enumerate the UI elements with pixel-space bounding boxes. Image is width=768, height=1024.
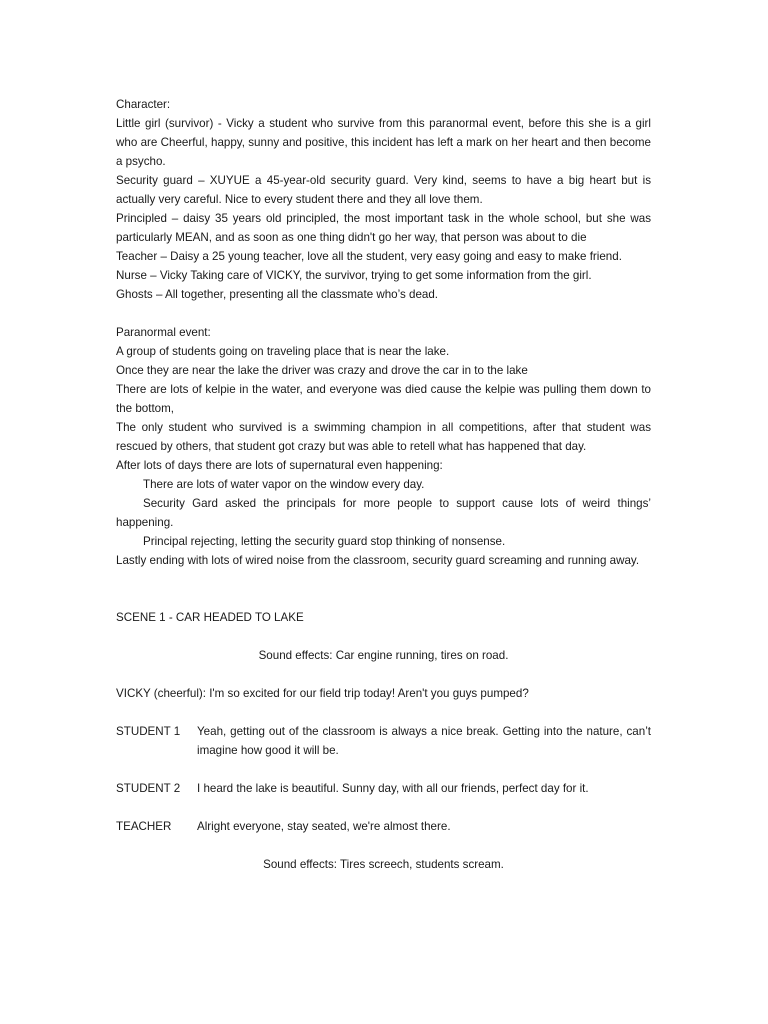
speaker-name: STUDENT 2 xyxy=(116,782,181,795)
event-line: After lots of days there are lots of supernatural even happening: xyxy=(116,459,443,472)
character-entry: Teacher – Daisy a 25 young teacher, love all the student, very easy going and easy to make friend. xyxy=(116,250,622,263)
sound-effect: Sound effects: Car engine running, tires on road. xyxy=(258,649,509,662)
dialogue-row xyxy=(116,722,651,760)
dialogue-text: I heard the lake is beautiful. Sunny day, with all our friends, perfect day for it. xyxy=(197,782,589,795)
event-indented-line: Security Gard asked the principals for more people to support cause lots of weird things’ happening. xyxy=(116,497,651,529)
scene-title: SCENE 1 - CAR HEADED TO LAKE xyxy=(116,611,304,624)
dialogue-vicky: VICKY (cheerful): I'm so excited for our field trip today! Aren't you guys pumped? xyxy=(116,687,529,700)
character-entry: Security guard – XUYUE a 45-year-old security guard. Very kind, seems to have a big heart but is actually very careful. Nice to every student there and they all love them. xyxy=(116,174,651,206)
dialogue-text: Yeah, getting out of the classroom is always a nice break. Getting into the nature, can’t imagine how good it will be. xyxy=(197,725,651,757)
speaker-name: TEACHER xyxy=(116,820,172,833)
event-line: Once they are near the lake the driver was crazy and drove the car in to the lake xyxy=(116,364,528,377)
speaker-name: STUDENT 1 xyxy=(116,725,181,738)
event-indented-line: Principal rejecting, letting the security guard stop thinking of nonsense. xyxy=(143,535,506,548)
event-line: The only student who survived is a swimming champion in all competitions, after that student was rescued by others, that student got crazy but was able to retell what has happened that day. xyxy=(116,421,651,453)
character-entry: Nurse – Vicky Taking care of VICKY, the survivor, trying to get some information from the girl. xyxy=(116,269,592,282)
sound-effect: Sound effects: Tires screech, students scream. xyxy=(263,858,504,871)
dialogue-row xyxy=(116,779,651,798)
character-heading: Character: xyxy=(116,98,171,111)
dialogue-row xyxy=(116,817,651,836)
event-line: A group of students going on traveling place that is near the lake. xyxy=(116,345,450,358)
event-heading: Paranormal event: xyxy=(116,326,211,339)
dialogue-text: Alright everyone, stay seated, we're almost there. xyxy=(197,820,451,833)
event-line: There are lots of kelpie in the water, and everyone was died cause the kelpie was pulling them down to the bottom, xyxy=(116,383,651,415)
script-page xyxy=(116,95,651,874)
character-entry: Principled – daisy 35 years old principled, the most important task in the whole school, but she was particularly MEAN, and as soon as one thing didn't go her way, that person was about to die xyxy=(116,212,651,244)
character-entry: Little girl (survivor) - Vicky a student who survive from this paranormal event, before this she is a girl who are Cheerful, happy, sunny and positive, this incident has left a mark on her heart and then become a psycho. xyxy=(116,117,651,168)
event-ending: Lastly ending with lots of wired noise from the classroom, security guard screaming and running away. xyxy=(116,554,640,567)
character-entry: Ghosts – All together, presenting all the classmate who’s dead. xyxy=(116,288,439,301)
event-indented-line: There are lots of water vapor on the window every day. xyxy=(143,478,425,491)
